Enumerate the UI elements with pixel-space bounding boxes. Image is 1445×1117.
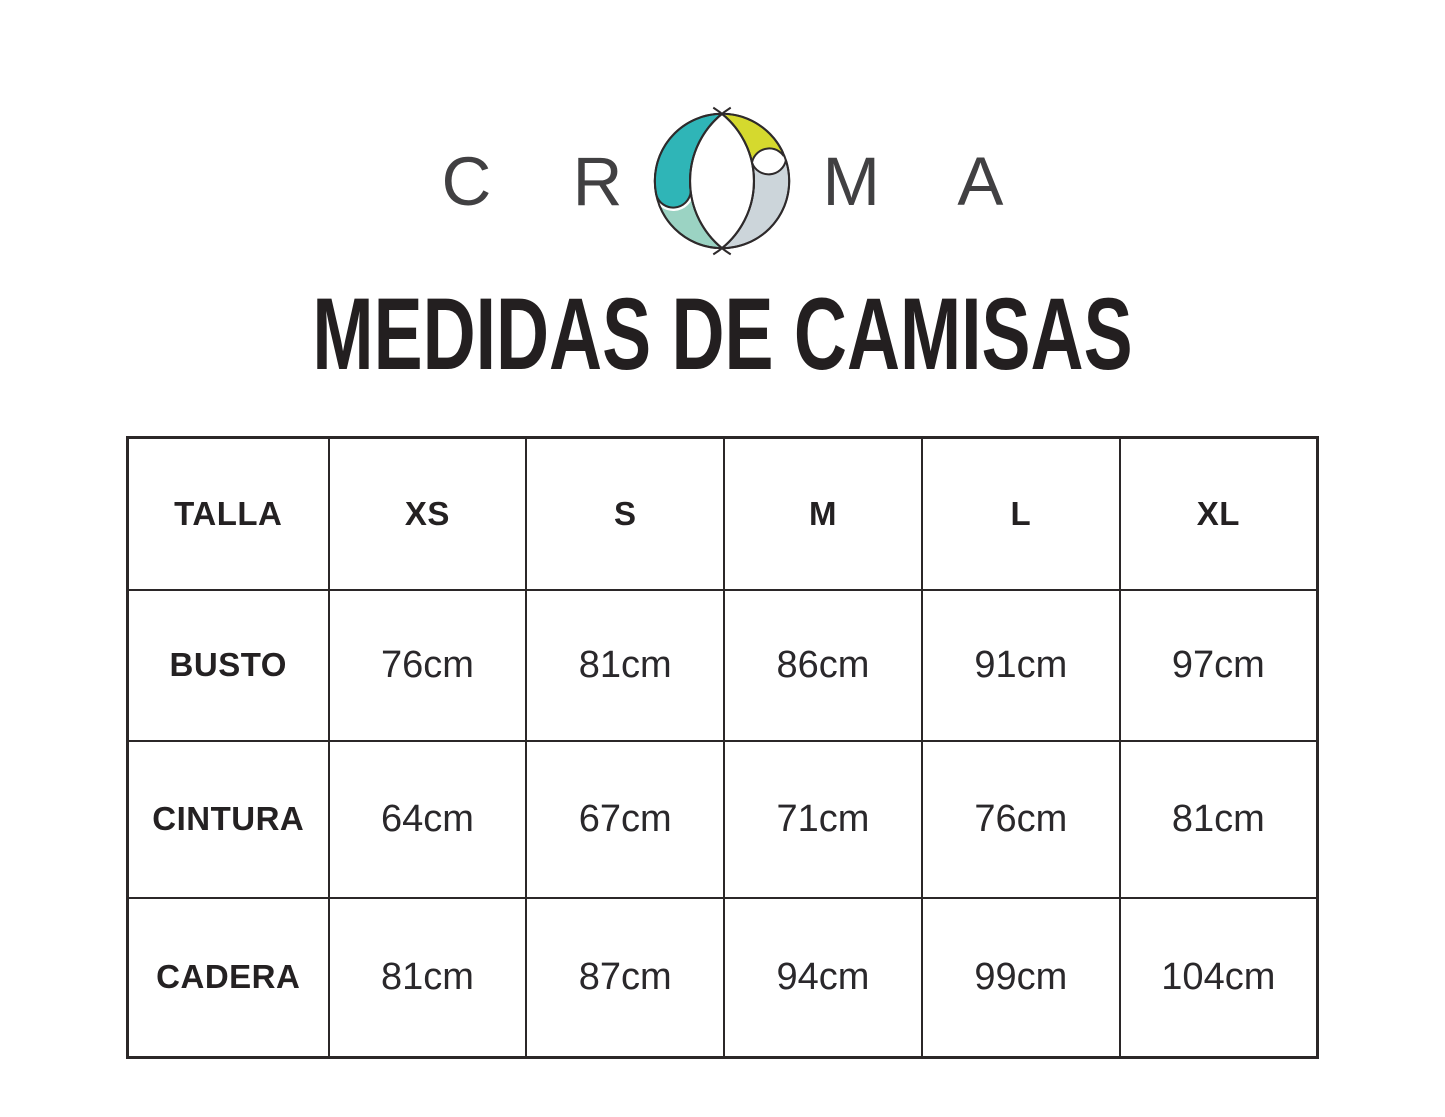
size-value-busto-l: 91cm [922,590,1120,741]
size-value-busto-s: 81cm [526,590,724,741]
size-value-busto-xs: 76cm [329,590,527,741]
croma-circle-logo-icon [638,97,806,265]
column-header-s: S [526,438,724,590]
size-guide-page [0,96,1445,1117]
size-chart-table [126,436,1319,1059]
size-value-cintura-m: 71cm [724,741,922,898]
table-header-row [128,438,1318,590]
size-value-cadera-xs: 81cm [329,898,527,1058]
size-value-cadera-s: 87cm [526,898,724,1058]
size-value-cadera-l: 99cm [922,898,1120,1058]
size-value-cadera-m: 94cm [724,898,922,1058]
column-header-l: L [922,438,1120,590]
size-value-busto-xl: 97cm [1120,590,1318,741]
size-value-cintura-xl: 81cm [1120,741,1318,898]
brand-letters-cr: C R [441,142,654,220]
column-header-talla: TALLA [128,438,329,590]
table-row-cintura [128,741,1318,898]
column-header-xl: XL [1120,438,1318,590]
table-row-cadera [128,898,1318,1058]
size-value-cintura-l: 76cm [922,741,1120,898]
page-title: MEDIDAS DE CAMISAS [312,277,1133,391]
column-header-xs: XS [329,438,527,590]
size-value-cintura-xs: 64cm [329,741,527,898]
row-label-busto: BUSTO [128,590,329,741]
brand-letters-ma: M A [822,142,1035,220]
size-value-busto-m: 86cm [724,590,922,741]
row-label-cadera: CADERA [128,898,329,1058]
row-label-cintura: CINTURA [128,741,329,898]
size-value-cadera-xl: 104cm [1120,898,1318,1058]
column-header-m: M [724,438,922,590]
table-row-busto [128,590,1318,741]
brand-lockup [0,96,1445,266]
size-value-cintura-s: 67cm [526,741,724,898]
